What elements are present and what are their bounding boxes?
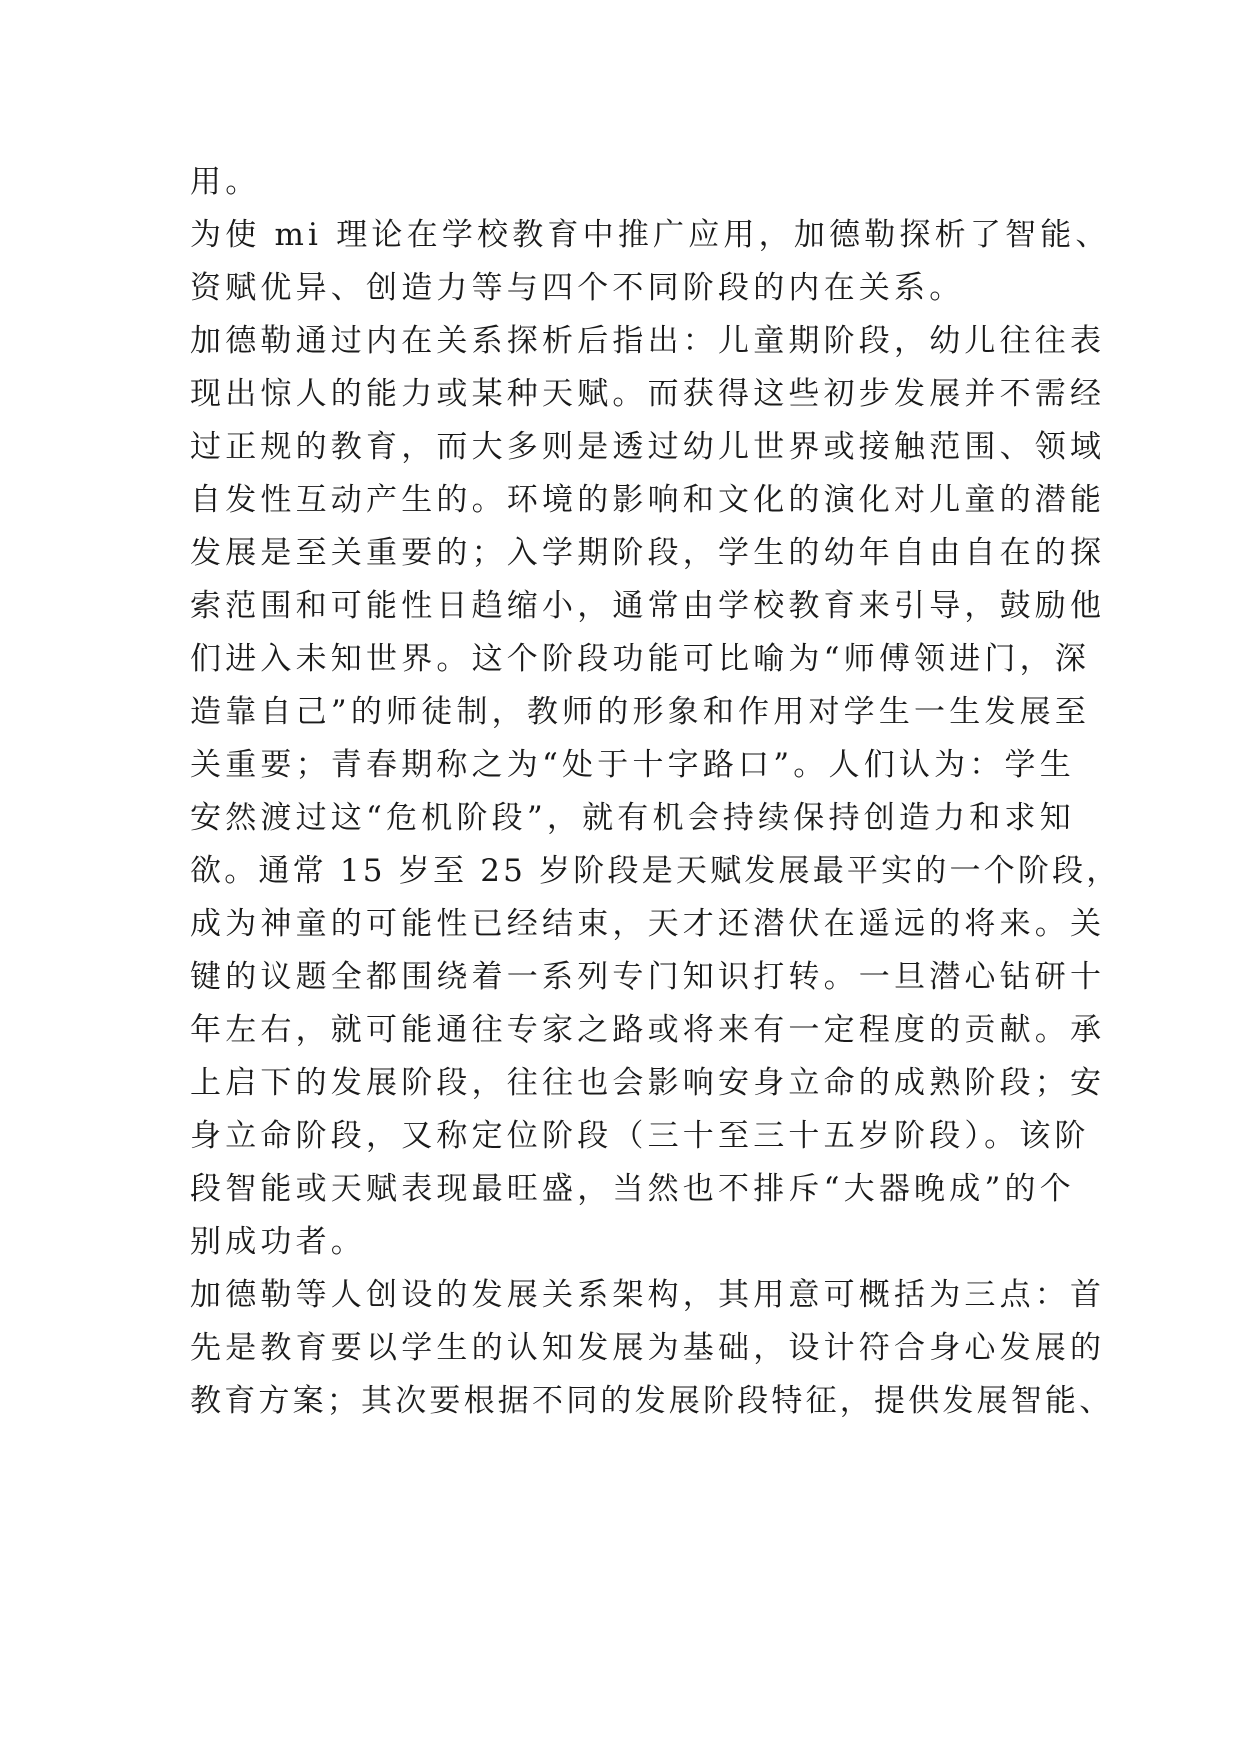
text-line: 身立命阶段，又称定位阶段（三十至三十五岁阶段）。该阶 [190, 1118, 1090, 1154]
text-line: 别成功者。 [190, 1224, 366, 1260]
text-line: 发展是至关重要的；入学期阶段，学生的幼年自由自在的探 [190, 535, 1106, 571]
body-text [190, 156, 1121, 1428]
text-line: 年左右，就可能通往专家之路或将来有一定程度的贡献。承 [190, 1012, 1106, 1048]
text-line: 关重要；青春期称之为“处于十字路口”。人们认为：学生 [190, 747, 1075, 783]
text-line: 现出惊人的能力或某种天赋。而获得这些初步发展并不需经 [190, 376, 1106, 412]
text-line: 们进入未知世界。这个阶段功能可比喻为“师傅领进门，深 [190, 641, 1091, 677]
text-line: 用。 [190, 164, 261, 200]
text-line: 上启下的发展阶段，往往也会影响安身立命的成熟阶段；安 [190, 1065, 1106, 1101]
text-line: 资赋优异、创造力等与四个不同阶段的内在关系。 [190, 270, 965, 306]
text-line: 安然渡过这“危机阶段”，就有机会持续保持创造力和求知 [190, 800, 1075, 836]
text-line: 加德勒等人创设的发展关系架构，其用意可概括为三点：首 [190, 1277, 1106, 1313]
text-line: 先是教育要以学生的认知发展为基础，设计符合身心发展的 [190, 1330, 1106, 1366]
text-line: 欲。通常 15 岁至 25 岁阶段是天赋发展最平实的一个阶段， [190, 853, 1121, 889]
text-line: 过正规的教育，而大多则是透过幼儿世界或接触范围、领域 [190, 429, 1106, 465]
text-line: 教育方案；其次要根据不同的发展阶段特征，提供发展智能、 [190, 1383, 1114, 1419]
text-line: 键的议题全都围绕着一系列专门知识打转。一旦潜心钻研十 [190, 959, 1106, 995]
text-line: 索范围和可能性日趋缩小，通常由学校教育来引导，鼓励他 [190, 588, 1106, 624]
text-line: 成为神童的可能性已经结束，天才还潜伏在遥远的将来。关 [190, 906, 1106, 942]
text-line: 为使 mi 理论在学校教育中推广应用，加德勒探析了智能、 [190, 217, 1111, 253]
text-line: 加德勒通过内在关系探析后指出：儿童期阶段，幼儿往往表 [190, 323, 1106, 359]
text-line: 自发性互动产生的。环境的影响和文化的演化对儿童的潜能 [190, 482, 1106, 518]
text-line: 造靠自己”的师徒制，教师的形象和作用对学生一生发展至 [190, 694, 1091, 730]
text-line: 段智能或天赋表现最旺盛，当然也不排斥“大器晚成”的个 [190, 1171, 1075, 1207]
